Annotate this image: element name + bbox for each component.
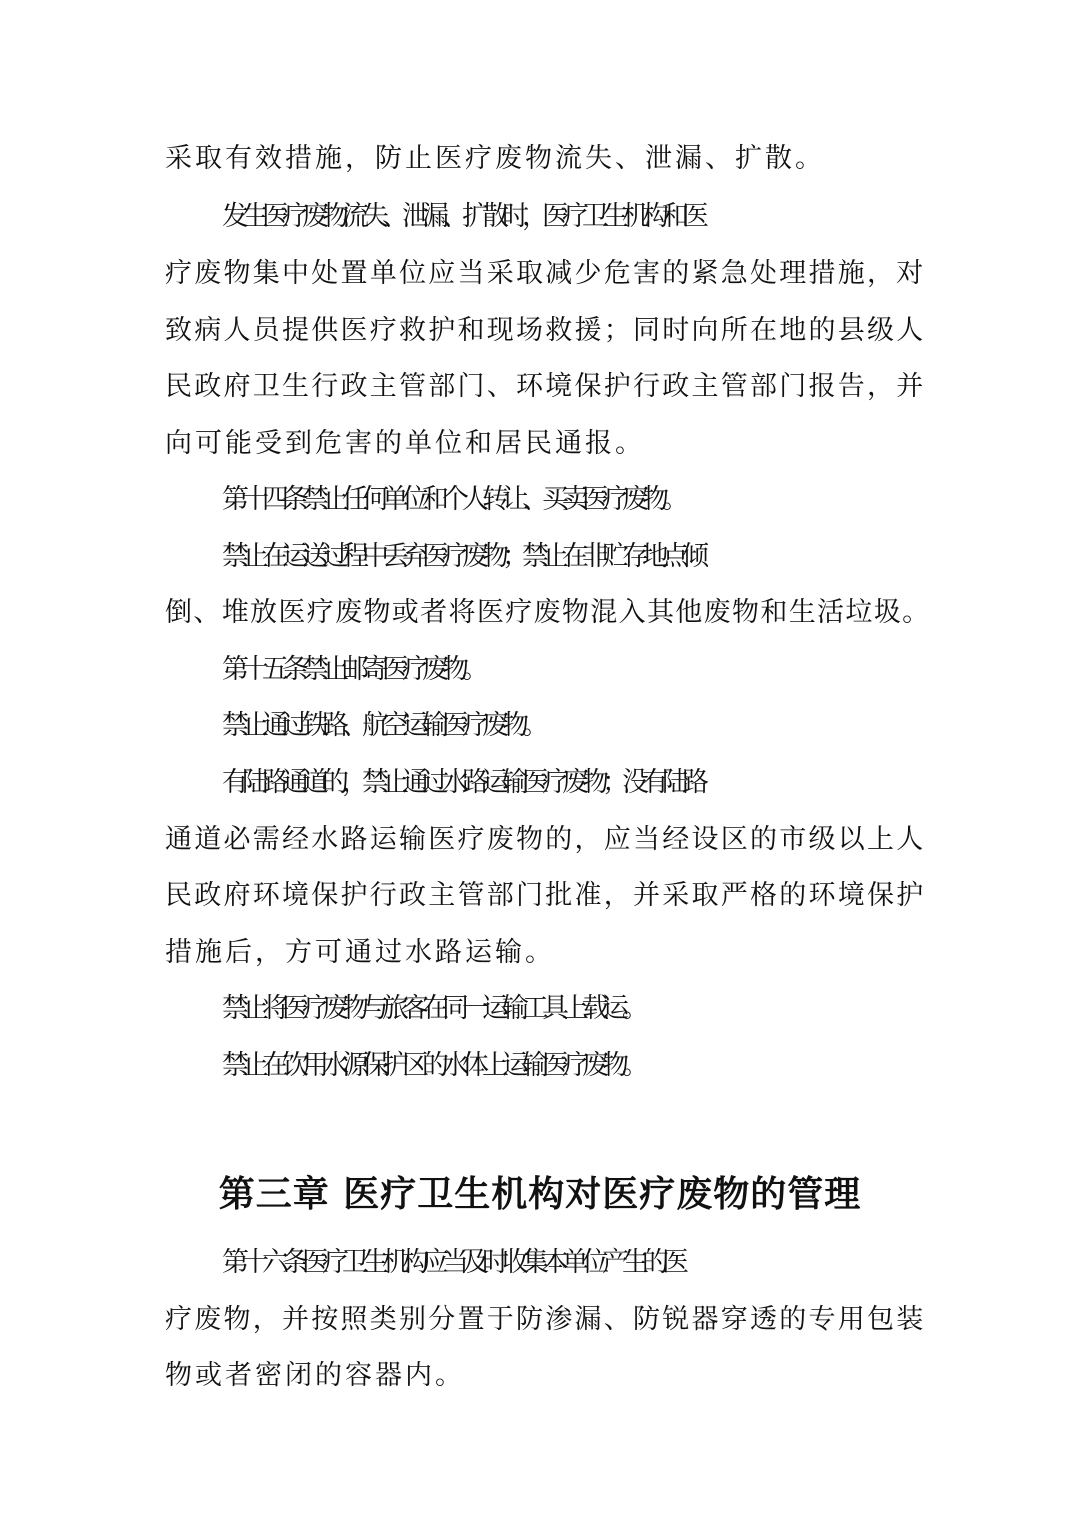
text-line: 第十五条禁止邮寄医疗废物。 <box>222 654 482 685</box>
text-line: 民政府卫生行政主管部门、环境保护行政主管部门报告，并 <box>165 371 926 402</box>
text-line: 物或者密闭的容器内。 <box>165 1360 465 1391</box>
text-line: 通道必需经水路运输医疗废物的，应当经设区的市级以上人 <box>165 824 926 855</box>
text-line: 第十六条医疗卫生机构应当及时收集本单位产生的医 <box>222 1247 682 1278</box>
text-line: 采取有效措施，防止医疗废物流失、泄漏、扩散。 <box>165 143 825 174</box>
chapter-heading: 第三章 医疗卫生机构对医疗废物的管理 <box>218 1174 862 1215</box>
text-line: 发生医疗废物流失、泄漏、扩散时，医疗卫生机构和医 <box>222 201 702 232</box>
text-line: 有陆路通道的，禁止通过水路运输医疗废物；没有陆路 <box>222 767 702 798</box>
text-line: 疗废物集中处置单位应当采取减少危害的紧急处理措施，对 <box>165 258 926 289</box>
text-line: 倒、堆放医疗废物或者将医疗废物混入其他废物和生活垃圾。 <box>165 597 931 628</box>
text-line: 疗废物，并按照类别分置于防渗漏、防锐器穿透的专用包装 <box>165 1304 926 1335</box>
text-line: 禁止将医疗废物与旅客在同一运输工具上载运。 <box>222 993 642 1024</box>
text-line: 禁止在运送过程中丢弃医疗废物；禁止在非贮存地点倾 <box>222 541 702 572</box>
text-line: 民政府环境保护行政主管部门批准，并采取严格的环境保护 <box>165 880 926 911</box>
text-line: 第十四条禁止任何单位和个人转让、买卖医疗废物。 <box>222 484 682 515</box>
text-line: 禁止在饮用水源保护区的水体上运输医疗废物。 <box>222 1050 642 1081</box>
text-line: 禁止通过铁路、航空运输医疗废物。 <box>222 710 542 741</box>
text-line: 措施后，方可通过水路运输。 <box>165 937 555 968</box>
text-line: 向可能受到危害的单位和居民通报。 <box>165 428 645 459</box>
text-line: 致病人员提供医疗救护和现场救援；同时向所在地的县级人 <box>165 315 926 346</box>
